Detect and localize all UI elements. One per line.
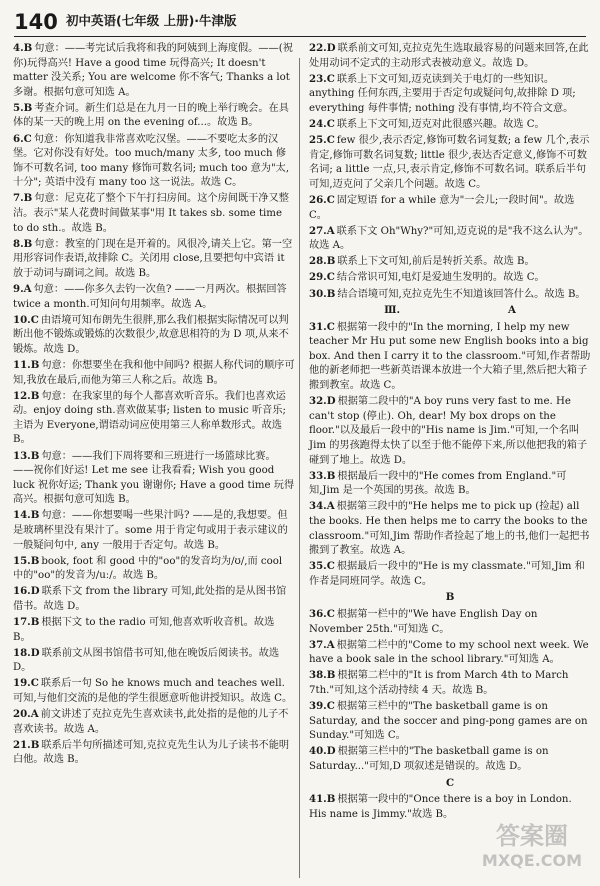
- column-divider: [299, 58, 300, 878]
- watermark-logo: [472, 812, 592, 874]
- answer-item: 31.C 根据第一段中的"In the morning, I help my new teacher Mr Hu put some new English books into a big box. And then I carry it to the classroom."可知,作者帮助他的新老师把一些新英语课本放进一个大箱子里,然后把大箱子搬到教室。故选 C。: [309, 320, 591, 392]
- answer-item: 4.B 句意：——考完试后我将和我的阿姨到上海度假。——(祝你)玩得高兴! Have a good time 玩得高兴; It doesn't matter 没关系; You are welcome 你不客气; Thanks a lot 多谢。根据句意可知选 A。: [13, 42, 293, 98]
- svg-text:答案圈: 答案圈: [496, 822, 568, 850]
- answer-item: 15.B book, foot 和 good 中的"oo"的发音均为/ʊ/,而 cool 中的"oo"的发音为/uː/。故选 B。: [13, 554, 283, 582]
- answer-item: 38.B 根据第二栏中的"It is from March 4th to March 7th."可知,这个活动持续 4 天。故选 B。: [309, 669, 569, 696]
- book-title: 初中英语(七年级 上册)·牛津版: [66, 13, 237, 28]
- answer-item: 6.C 句意：你知道我非常喜欢吃汉堡。——不要吃太多的汉堡。它对你没有好处。too much/many 太多, too much 修饰不可数名词, too many 修饰可数名词; much too 意为"太,十分"; 英语中没有 many too 这一说法。故选 C。: [13, 132, 290, 189]
- section-heading-c: C: [445, 776, 455, 789]
- page-number: 140: [14, 10, 58, 34]
- svg-text:MXQE.COM: MXQE.COM: [481, 851, 583, 870]
- answer-item: 22.D 联系前文可知,克拉克先生选取最容易的问题来回答,在此处用动词不定式的主动形式表被动意义。故选 D。: [309, 42, 589, 69]
- answer-item: 23.C 联系上下文可知,迈克读到关于电灯的一些知识。anything 任何东西,主要用于否定句或疑问句,故排除 D 项; everything 每件事情; nothing 没有事情,均不符合文意。: [309, 72, 576, 114]
- section-heading-a: Ⅲ. A: [384, 304, 516, 317]
- page-header: [14, 8, 586, 37]
- answer-item: 30.B 结合语境可知,克拉克先生不知道该回答什么。故选 B。: [309, 287, 586, 300]
- right-column: [309, 41, 591, 823]
- answer-item: 14.B 句意：——你想要喝一些果汁吗? ——是的,我想要。但是玻璃杯里没有果汁了。some 用于肯定句或用于表示建议的一般疑问句中, any 一般用于否定句。故选 B。: [13, 509, 288, 551]
- section-heading-b: B: [445, 591, 455, 604]
- answer-item: 7.B 句意：尼克花了整个下午打扫房间。这个房间既干净又整洁。表示"某人花费时间做某事"用 It takes sb. some time to do sth.。故选 B。: [13, 192, 289, 234]
- answer-item: 29.C 结合常识可知,电灯是爱迪生发明的。故选 C。: [309, 271, 545, 284]
- answer-item: [13, 785, 295, 801]
- answer-item: [13, 801, 295, 817]
- left-column: [13, 41, 295, 817]
- answer-item: 24.C 联系上下文可知,迈克对此很感兴趣。故选 C。: [309, 117, 545, 130]
- answer-item: 16.D 联系下文 from the library 可知,此处指的是从图书馆借书。故选 D。: [13, 585, 287, 612]
- answer-item: 12.B 句意：在我家里的每个人都喜欢听音乐。我们也喜欢运动。enjoy doing sth.喜欢做某事; listen to music 听音乐; 主语为 Everyone,谓语动词应使用第三人称单数形式。故选 B。: [13, 389, 286, 446]
- answer-item: 10.C 由语境可知布朗先生很胖,那么我们根据实际情况可以判断出他不锻炼或锻炼的次数很少,故意思相符的为 D 项,从来不锻炼。故选 D。: [13, 313, 289, 355]
- answer-item: 36.C 根据第一栏中的"We have English Day on November 25th."可知选 C。: [309, 607, 538, 635]
- answer-item: 9.A 句意：——你多久去钓一次鱼? ——一月两次。根据回答 twice a month.可知问句用频率。故选 A。: [13, 283, 287, 310]
- answer-item: 40.D 根据第三栏中的"The basketball game is on Saturday..."可知,D 项叙述是错误的。故选 D。: [309, 745, 549, 772]
- answer-item: 35.C 根据最后一段中的"He is my classmate."可知,Jim 和作者是同班同学。故选 C。: [309, 560, 585, 587]
- answer-item: 25.C few 很少,表示否定,修饰可数名词复数; a few 几个,表示肯定,修饰可数名词复数; little 很少,表达否定意义,修饰不可数名词; a little 一点,只,表示肯定,修饰不可数名词。联系后半句可知,迈克问了父亲几个问题。故选 C。: [309, 134, 590, 190]
- answer-item: 26.C 固定短语 for a while 意为"一会儿;一段时间"。故选 C。: [309, 193, 575, 221]
- answer-item: 28.B 联系上下文可知,前后是转折关系。故选 B。: [309, 255, 535, 268]
- answer-item: 32.D 根据第二段中的"A boy runs very fast to me. He can't stop (停止). Oh, dear! My box drops on the floor."以及最后一段中的"His name is Jim."可知,一个名叫 Jim 的男孩跑得太快了以至于他不能停下来,所以他把我的箱子碰到了地上。故选 D。: [309, 395, 588, 466]
- answer-item: 18.D 联系前文从图书馆借书可知,他在晚饭后阅读书。故选 D。: [13, 646, 280, 674]
- answer-item: 17.B 根据下文 to the radio 可知,他喜欢听收音机。故选 B。: [13, 616, 275, 643]
- answer-item: 20.A 前文讲述了克拉克先生喜欢读书,此处指的是他的儿子不喜欢读书。故选 A。: [13, 708, 289, 735]
- answer-item: [13, 769, 295, 785]
- answer-item: 21.B 联系后半句所描述可知,克拉克先生认为儿子读书不能明白他。故选 B。: [13, 738, 290, 766]
- answer-item: 34.A 根据第三段中的"He helps me to pick up (捡起) all the books. He then helps me to carry the books to the classroom."可知,Jim 帮助作者捡起了地上的书,他们一起把书搬到了教室。故选 A。: [309, 500, 590, 557]
- answer-item: 33.B 根据最后一段中的"He comes from England."可知,Jim 是一个英国的男孩。故选 B。: [309, 469, 567, 497]
- answer-item: 37.A 根据第二栏中的"Come to my school next week. We have a book sale in the school library."可知选 A。: [309, 638, 589, 666]
- answer-item: 39.C 根据第三栏中的"The basketball game is on Saturday, and the soccer and ping-pong games are on Sunday."可知选 C。: [309, 700, 588, 742]
- answer-item: 27.A 联系下文 Oh"Why?"可知,迈克说的是"我不这么认为"。故选 A。: [309, 224, 589, 252]
- answer-item: 5.B 考查介词。新生们总是在九月一日的晚上举行晚会。在具体的某一天的晚上用 on the evening of...。故选 B。: [13, 101, 289, 129]
- answer-item: 19.C 联系后一句 So he knows much and teaches well.可知,与他们交流的是他的学生很愿意听他讲授知识。故选 C。: [13, 677, 293, 705]
- answer-item: 8.B 句意：教室的门现在是开着的。风很冷,请关上它。第一空用形容词作表语,故排除 C。关闭用 close,且要把句中宾语 it 放于动词与副词之间。故选 B。: [13, 237, 293, 279]
- answer-item: 41.B 根据第一段中的"Once there is a boy in London. His name is Jimmy."故选 B。: [309, 793, 572, 820]
- answer-item: 13.B 句意：——我们下周将要和三班进行一场篮球比赛。——祝你们好运! Let me see 让我看看; Wish you good luck 祝你好运; Thank you 谢谢你; Have a good time 玩得高兴。根据句意可知选 B。: [13, 449, 295, 506]
- answer-item: 11.B 句意：你想要坐在我和他中间吗? 根据人称代词的顺序可知,我放在最后,而他为第三人称之后。故选 B。: [13, 358, 295, 386]
